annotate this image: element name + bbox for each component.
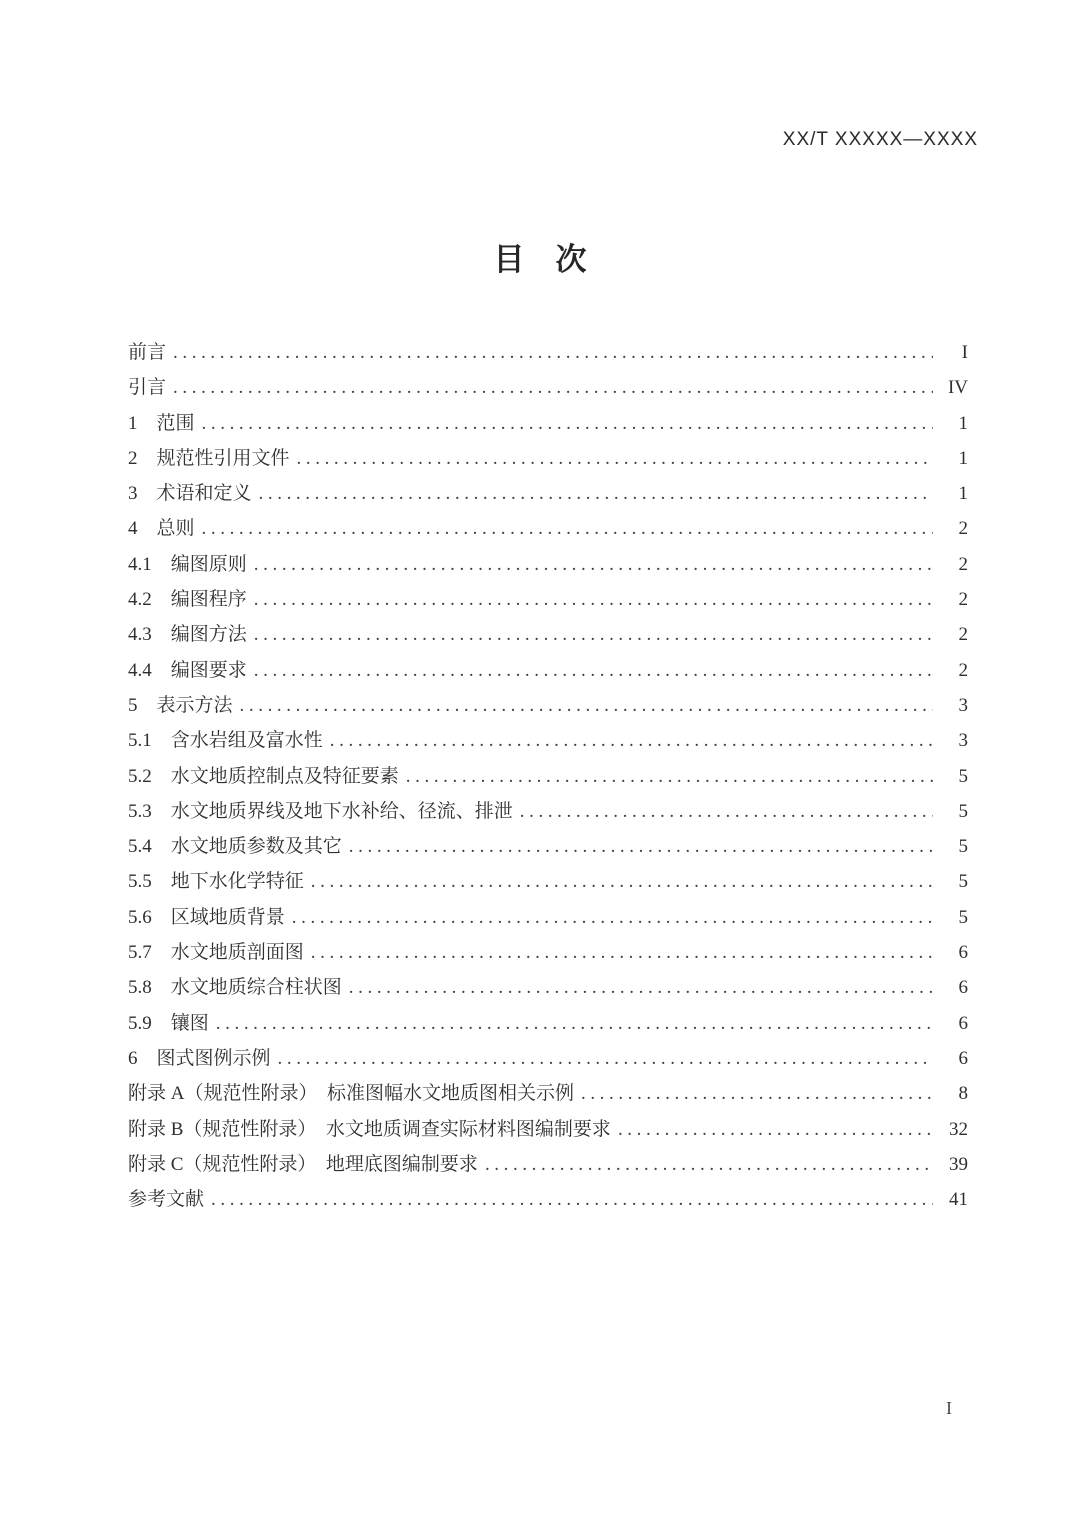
toc-entry-label: 4.3 编图方法: [128, 624, 247, 646]
dot-leader: [311, 864, 933, 899]
toc-entry: [128, 970, 968, 1005]
toc-entry-label: 引言: [128, 377, 167, 399]
dot-leader: [618, 1112, 933, 1147]
dot-leader: [202, 511, 933, 546]
toc-entry-label: 5.1 含水岩组及富水性: [128, 730, 323, 752]
dot-leader: [254, 653, 933, 688]
toc-entry-label: 4 总则: [128, 518, 195, 540]
toc-entry-label: 4.1 编图原则: [128, 553, 247, 575]
toc-entry-page: 1: [958, 412, 968, 434]
dot-leader: [278, 1041, 933, 1076]
toc-entry-page: 2: [958, 589, 968, 611]
toc-entry-label: 5 表示方法: [128, 694, 233, 716]
dot-leader: [330, 723, 933, 758]
toc-entry-label: 附录 A（规范性附录） 标准图幅水文地质图相关示例: [128, 1083, 574, 1105]
toc-entry-page: 2: [958, 659, 968, 681]
toc-entry-page: 3: [958, 730, 968, 752]
toc-entry-page: 41: [949, 1189, 968, 1211]
toc-entry-label: 6 图式图例示例: [128, 1047, 271, 1069]
toc-entry-page: 8: [958, 1083, 968, 1105]
toc-entry-page: 2: [958, 624, 968, 646]
toc-entry-label: 参考文献: [128, 1189, 205, 1211]
toc-entry-page: 6: [958, 1012, 968, 1034]
toc-entry: [128, 370, 968, 405]
toc-entry-page: 5: [958, 836, 968, 858]
toc-entry: [128, 864, 968, 899]
toc-entry-label: 4.4 编图要求: [128, 659, 247, 681]
toc-entry: [128, 1076, 968, 1111]
toc-entry-page: 1: [958, 447, 968, 469]
toc-entry-label: 附录 B（规范性附录） 水文地质调查实际材料图编制要求: [128, 1118, 611, 1140]
page-title: 目 次: [493, 242, 587, 277]
toc-entry-page: 6: [958, 977, 968, 999]
dot-leader: [297, 441, 933, 476]
toc-entry-label: 4.2 编图程序: [128, 589, 247, 611]
toc-entry: [128, 441, 968, 476]
dot-leader: [254, 582, 933, 617]
toc-entry-page: 5: [958, 800, 968, 822]
toc-entry: [128, 617, 968, 652]
toc-entry: [128, 1182, 968, 1217]
toc-entry: [128, 829, 968, 864]
dot-leader: [520, 794, 933, 829]
toc-entry-page: 6: [958, 942, 968, 964]
toc-entry-page: 2: [958, 553, 968, 575]
dot-leader: [254, 547, 933, 582]
toc-entry: [128, 759, 968, 794]
table-of-contents: [128, 335, 968, 1217]
toc-entry: [128, 900, 968, 935]
dot-leader: [173, 370, 933, 405]
dot-leader: [349, 829, 933, 864]
toc-entry-label: 5.4 水文地质参数及其它: [128, 836, 342, 858]
toc-entry-page: 5: [958, 906, 968, 928]
toc-entry-page: 3: [958, 694, 968, 716]
toc-entry: [128, 1041, 968, 1076]
toc-entry-label: 5.6 区域地质背景: [128, 906, 285, 928]
toc-entry-page: 32: [949, 1118, 968, 1140]
toc-entry-page: 2: [958, 518, 968, 540]
toc-entry-page: IV: [947, 377, 968, 399]
toc-entry-label: 2 规范性引用文件: [128, 447, 290, 469]
toc-entry: [128, 1147, 968, 1182]
toc-entry: [128, 582, 968, 617]
dot-leader: [254, 617, 933, 652]
toc-entry-label: 3 术语和定义: [128, 483, 252, 505]
dot-leader: [173, 335, 933, 370]
toc-entry-page: 6: [958, 1047, 968, 1069]
toc-entry: [128, 406, 968, 441]
dot-leader: [311, 935, 933, 970]
toc-entry: [128, 1112, 968, 1147]
toc-entry-label: 5.9 镶图: [128, 1012, 209, 1034]
toc-entry: [128, 688, 968, 723]
dot-leader: [211, 1182, 933, 1217]
dot-leader: [259, 476, 933, 511]
toc-entry: [128, 335, 968, 370]
dot-leader: [240, 688, 933, 723]
header-doc-code: XX/T XXXXX—XXXX: [782, 129, 978, 150]
dot-leader: [202, 406, 933, 441]
toc-entry-label: 5.3 水文地质界线及地下水补给、径流、排泄: [128, 800, 513, 822]
toc-entry-label: 附录 C（规范性附录） 地理底图编制要求: [128, 1153, 478, 1175]
toc-entry: [128, 1006, 968, 1041]
dot-leader: [216, 1006, 933, 1041]
toc-entry: [128, 476, 968, 511]
dot-leader: [406, 759, 933, 794]
dot-leader: [581, 1076, 933, 1111]
toc-entry-page: 5: [958, 765, 968, 787]
toc-entry: [128, 794, 968, 829]
toc-entry: [128, 723, 968, 758]
toc-entry-label: 1 范围: [128, 412, 195, 434]
toc-entry-page: I: [961, 342, 968, 363]
dot-leader: [349, 970, 933, 1005]
footer-page-number: I: [946, 1398, 952, 1418]
toc-entry: [128, 511, 968, 546]
toc-entry-page: 1: [958, 483, 968, 505]
toc-entry-label: 5.7 水文地质剖面图: [128, 942, 304, 964]
toc-entry-page: 5: [958, 871, 968, 893]
toc-entry-page: 39: [949, 1153, 968, 1175]
toc-entry: [128, 547, 968, 582]
toc-entry-label: 前言: [128, 342, 167, 363]
dot-leader: [485, 1147, 933, 1182]
toc-entry-label: 5.2 水文地质控制点及特征要素: [128, 765, 399, 787]
toc-entry-label: 5.8 水文地质综合柱状图: [128, 977, 342, 999]
dot-leader: [292, 900, 933, 935]
toc-entry: [128, 653, 968, 688]
toc-entry: [128, 935, 968, 970]
toc-entry-label: 5.5 地下水化学特征: [128, 871, 304, 893]
